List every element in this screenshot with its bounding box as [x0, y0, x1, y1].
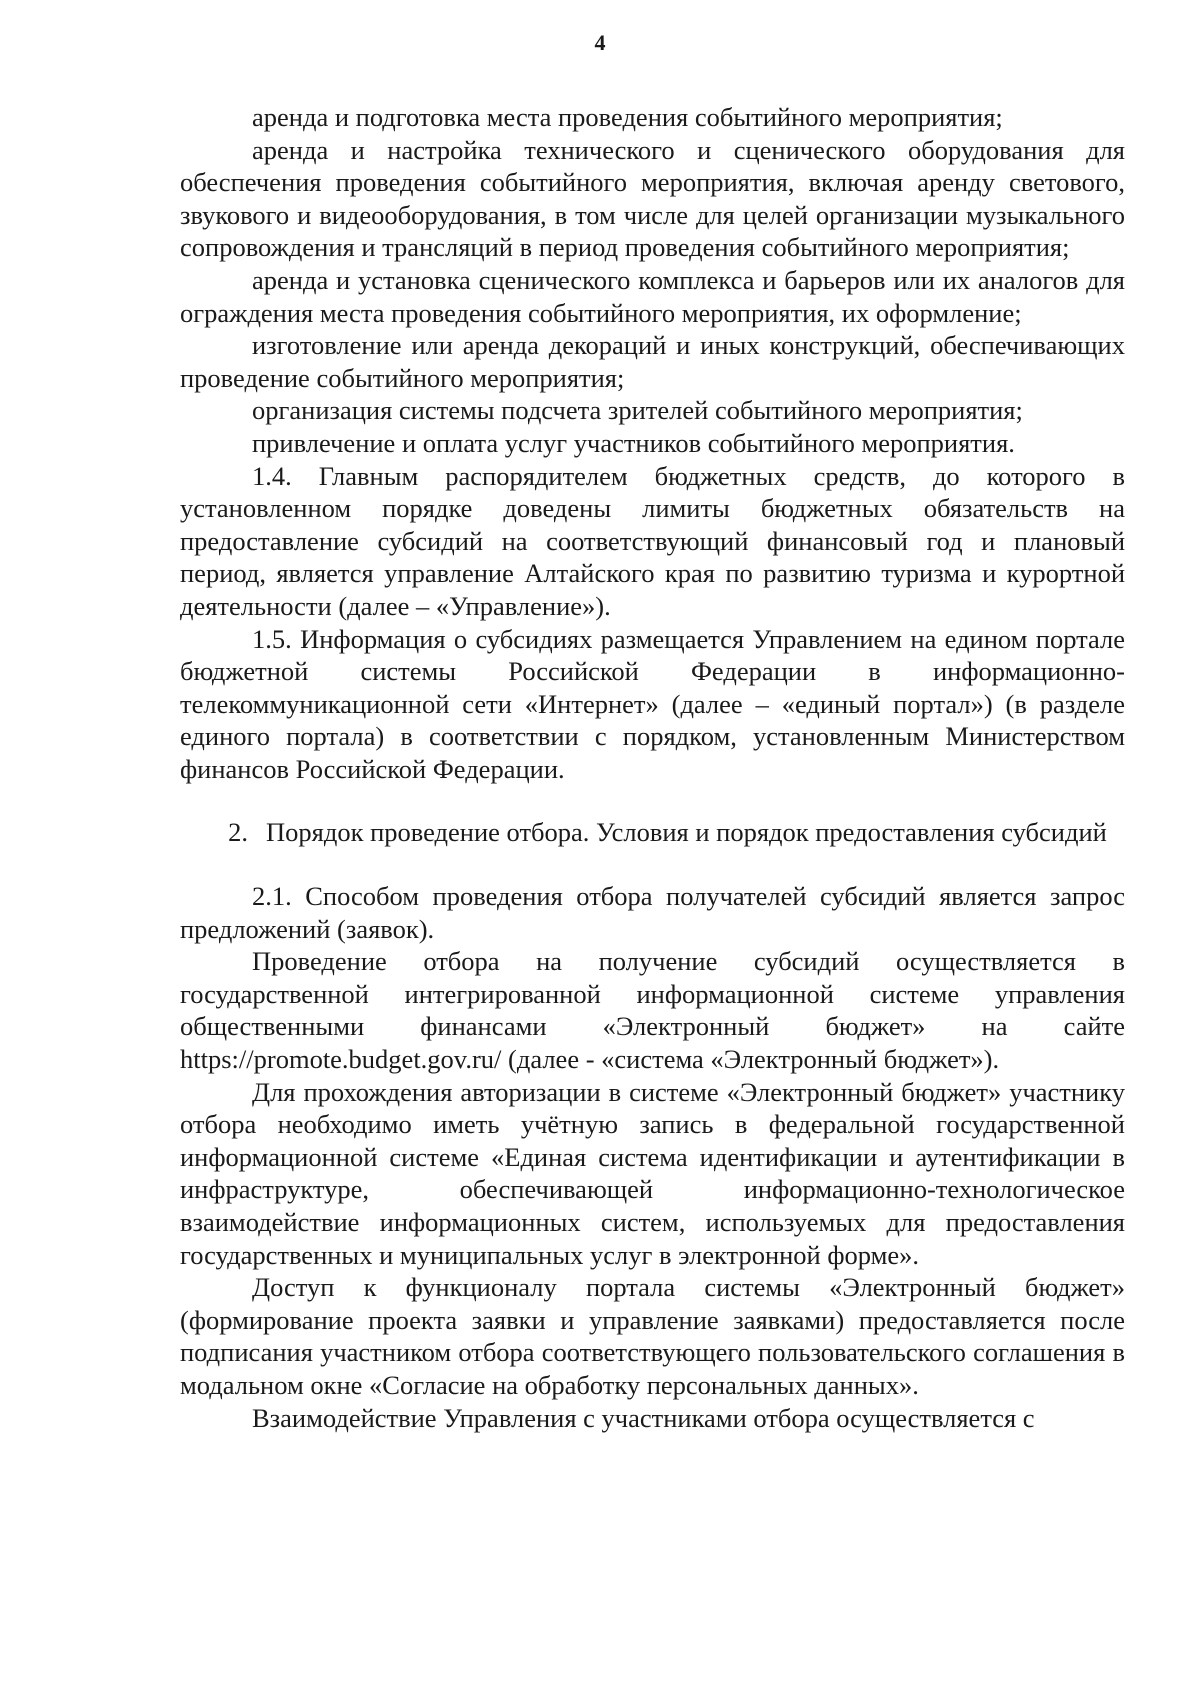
paragraph: аренда и подготовка места проведения событийного мероприятия;	[252, 102, 1003, 132]
page-number: 4	[594, 30, 606, 55]
paragraph: изготовление или аренда декораций и иных конструкций, обеспечивающих проведение событийного мероприятия;	[180, 330, 1125, 393]
paragraph: аренда и настройка технического и сценического оборудования для обеспечения проведения событийного мероприятия, включая аренду светового, звукового и видеооборудования, в том числе для целей организации музыкального сопровождения и трансляций в период проведения событийного мероприятия;	[180, 134, 1125, 263]
document-body	[180, 101, 1125, 1434]
section-number: 2.	[228, 817, 249, 848]
section-title: Порядок проведение отбора. Условия и порядок предоставления субсидий	[266, 817, 1107, 848]
paragraph: организация системы подсчета зрителей событийного мероприятия;	[252, 395, 1023, 426]
paragraph: аренда и установка сценического комплекса и барьеров или их аналогов для ограждения места проведения событийного мероприятия, их оформление;	[180, 264, 1125, 328]
paragraph: Для прохождения авторизации в системе «Электронный бюджет» участнику отбора необходимо иметь учётную запись в федеральной государственной информационной системе «Единая система идентификации и аутентификации в инфраструктуре, обеспечивающей информационно-технологическое взаимодействие информационных систем, используемых для предоставления государственных и муниципальных услуг в электронной форме».	[180, 1076, 1125, 1270]
paragraph: 2.1. Способом проведения отбора получателей субсидий является запрос предложений (заявок).	[180, 881, 1125, 944]
paragraph: 1.4. Главным распорядителем бюджетных средств, до которого в установленном порядке доведены лимиты бюджетных обязательств на предоставление субсидий на соответствующий финансовый год и плановый период, является управление Алтайского края по развитию туризма и курортной деятельности (далее – «Управление»).	[180, 460, 1125, 621]
paragraph: Доступ к функционалу портала системы «Электронный бюджет» (формирование проекта заявки и управление заявками) предоставляется после подписания участником отбора соответствующего пользовательского соглашения в модальном окне «Согласие на обработку персональных данных».	[180, 1272, 1125, 1400]
paragraph: Проведение отбора на получение субсидий осуществляется в государственной интегрированной информационной системе управления общественными финансами «Электронный бюджет» на сайте https://promote.budget.gov.ru/ (далее - «система «Электронный бюджет»).	[180, 946, 1125, 1075]
paragraph: 1.5. Информация о субсидиях размещается Управлением на едином портале бюджетной системы Российской Федерации в информационно-телекоммуникационной сети «Интернет» (далее – «единый портал») (в разделе единого портала) в соответствии с порядком, установленным Министерством финансов Российской Федерации.	[180, 623, 1125, 784]
paragraph: привлечение и оплата услуг участников событийного мероприятия.	[252, 427, 1015, 458]
section-heading	[180, 816, 1125, 849]
paragraph: Взаимодействие Управления с участниками отбора осуществляется с	[252, 1402, 1035, 1433]
